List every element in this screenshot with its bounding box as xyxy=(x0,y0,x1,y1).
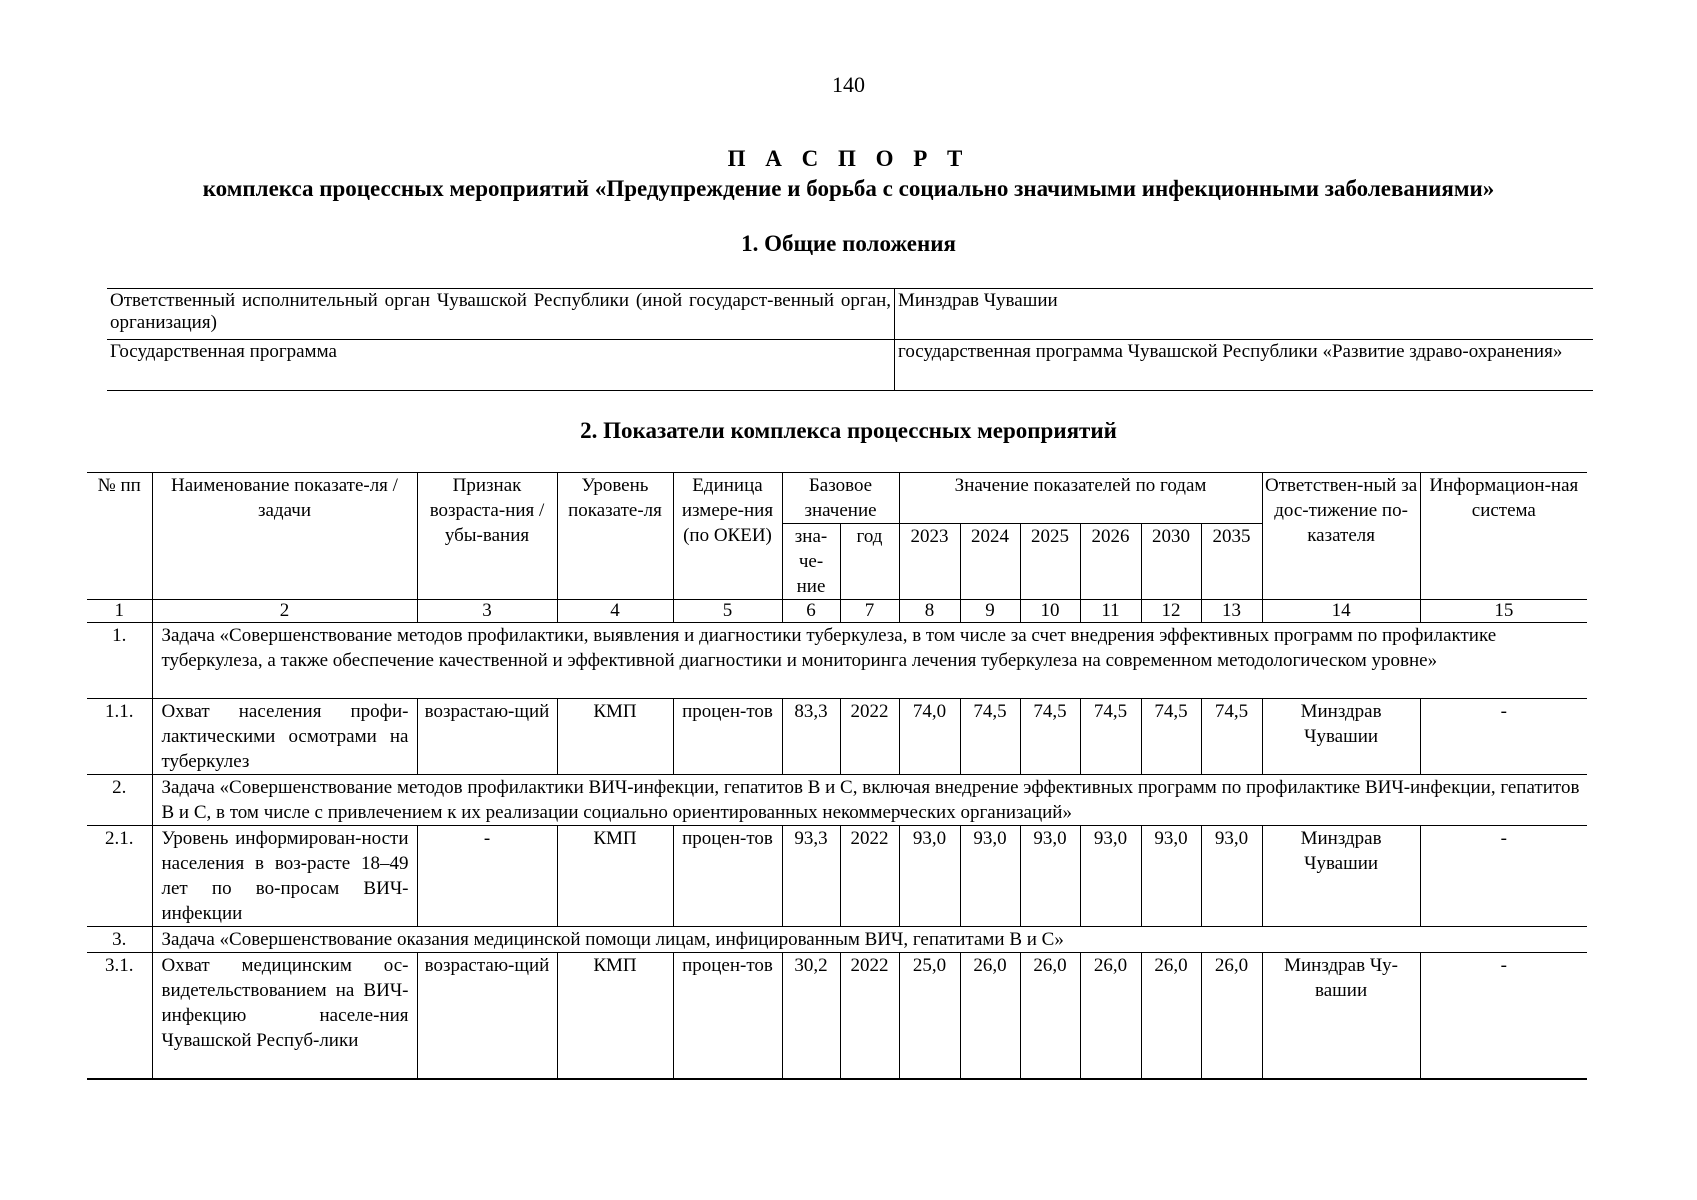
indicator-year-value: 26,0 xyxy=(1141,953,1201,1080)
task-row xyxy=(87,623,1587,699)
indicator-trend: возрастаю-щий xyxy=(417,699,557,775)
header-name: Наименование показате-ля / задачи xyxy=(152,473,417,600)
indicator-row xyxy=(87,699,1587,775)
indicator-unit: процен-тов xyxy=(673,699,782,775)
indicator-year-value: 74,5 xyxy=(1201,699,1262,775)
header-base: Базовое значение xyxy=(782,473,899,524)
header-num: № пп xyxy=(87,473,152,600)
indicator-year-value: 93,0 xyxy=(1141,826,1201,927)
indicator-year-value: 93,0 xyxy=(1201,826,1262,927)
indicator-row xyxy=(87,826,1587,927)
header-year: 2035 xyxy=(1201,524,1262,600)
column-number: 12 xyxy=(1141,600,1201,623)
general-value: государственная программа Чувашской Республики «Развитие здраво-охранения» xyxy=(895,340,1594,391)
indicator-year-value: 74,5 xyxy=(1141,699,1201,775)
indicator-year-value: 93,0 xyxy=(1080,826,1141,927)
header-trend: Признак возраста-ния / убы-вания xyxy=(417,473,557,600)
indicator-base-year: 2022 xyxy=(840,699,899,775)
header-level: Уровень показате-ля xyxy=(557,473,673,600)
indicator-system: - xyxy=(1420,699,1587,775)
indicator-num: 2.1. xyxy=(87,826,152,927)
indicator-num: 1.1. xyxy=(87,699,152,775)
indicator-year-value: 25,0 xyxy=(899,953,960,1080)
table-header-row xyxy=(87,473,1587,524)
indicator-trend: - xyxy=(417,826,557,927)
indicator-year-value: 26,0 xyxy=(1020,953,1080,1080)
task-row xyxy=(87,927,1587,953)
indicators-table xyxy=(87,472,1587,1080)
indicator-responsible: Минздрав Чу-вашии xyxy=(1262,953,1420,1080)
column-number: 14 xyxy=(1262,600,1420,623)
section-1-heading: 1. Общие положения xyxy=(741,231,956,256)
task-num: 1. xyxy=(87,623,152,699)
section-2-heading: 2. Показатели комплекса процессных мероприятий xyxy=(580,418,1117,443)
column-number: 8 xyxy=(899,600,960,623)
header-year: 2030 xyxy=(1141,524,1201,600)
header-years-group: Значение показателей по годам xyxy=(899,473,1262,524)
task-text: Задача «Совершенствование методов профилактики, выявления и диагностики туберкулеза, в том числе за счет внедрения эффективных программ по профилактике туберкулеза, а также обеспечение качественной и эффективной диагностики и мониторинга лечения туберкулеза на современном методологическом уровне» xyxy=(152,623,1587,699)
task-num: 2. xyxy=(87,775,152,826)
document-subtitle: комплекса процессных мероприятий «Предупреждение и борьба с социально значимыми инфекционными заболеваниями» xyxy=(202,176,1495,201)
general-row-program xyxy=(107,340,1593,391)
header-base-value: зна-че-ние xyxy=(782,524,840,600)
indicator-year-value: 74,5 xyxy=(1020,699,1080,775)
document-title: П А С П О Р Т xyxy=(727,146,970,171)
indicator-unit: процен-тов xyxy=(673,826,782,927)
column-number: 9 xyxy=(960,600,1020,623)
header-year: 2026 xyxy=(1080,524,1141,600)
indicator-year-value: 74,0 xyxy=(899,699,960,775)
header-year: 2025 xyxy=(1020,524,1080,600)
indicator-row xyxy=(87,953,1587,1080)
indicator-year-value: 26,0 xyxy=(960,953,1020,1080)
indicator-level: КМП xyxy=(557,826,673,927)
indicator-year-value: 26,0 xyxy=(1201,953,1262,1080)
column-number: 1 xyxy=(87,600,152,623)
task-text: Задача «Совершенствование оказания медицинской помощи лицам, инфицированным ВИЧ, гепатитами B и C» xyxy=(152,927,1587,953)
indicator-responsible: Минздрав Чувашии xyxy=(1262,699,1420,775)
indicator-system: - xyxy=(1420,826,1587,927)
column-number: 4 xyxy=(557,600,673,623)
indicator-unit: процен-тов xyxy=(673,953,782,1080)
header-year: 2024 xyxy=(960,524,1020,600)
header-system: Информацион-ная система xyxy=(1420,473,1587,600)
column-number: 10 xyxy=(1020,600,1080,623)
indicator-base-year: 2022 xyxy=(840,953,899,1080)
task-row xyxy=(87,775,1587,826)
indicator-name: Охват населения профи-лактическими осмотрами на туберкулез xyxy=(152,699,417,775)
page-number: 140 xyxy=(832,72,865,97)
indicator-num: 3.1. xyxy=(87,953,152,1080)
indicator-year-value: 93,0 xyxy=(1020,826,1080,927)
task-text: Задача «Совершенствование методов профилактики ВИЧ-инфекции, гепатитов B и C, включая внедрение эффективных программ по профилактике ВИЧ-инфекции, гепатитов B и C, в том числе с привлечением к их реализации социально ориентированных некоммерческих организаций» xyxy=(152,775,1587,826)
general-label: Государственная программа xyxy=(107,340,895,391)
indicator-base-value: 83,3 xyxy=(782,699,840,775)
column-number: 11 xyxy=(1080,600,1141,623)
column-number: 3 xyxy=(417,600,557,623)
header-responsible: Ответствен-ный за дос-тижение по-казателя xyxy=(1262,473,1420,600)
general-value: Минздрав Чувашии xyxy=(895,289,1594,340)
indicator-name: Уровень информирован-ности населения в воз-расте 18–49 лет по во-просам ВИЧ-инфекции xyxy=(152,826,417,927)
indicator-level: КМП xyxy=(557,699,673,775)
indicator-level: КМП xyxy=(557,953,673,1080)
column-number: 6 xyxy=(782,600,840,623)
indicator-responsible: Минздрав Чувашии xyxy=(1262,826,1420,927)
column-number: 7 xyxy=(840,600,899,623)
general-provisions-table xyxy=(107,288,1593,391)
indicator-name: Охват медицинским ос-видетельствованием на ВИЧ-инфекцию населе-ния Чувашской Респуб-лики xyxy=(152,953,417,1080)
column-number: 13 xyxy=(1201,600,1262,623)
general-label: Ответственный исполнительный орган Чувашской Республики (иной государст-венный орган, организация) xyxy=(107,289,895,340)
indicator-year-value: 93,0 xyxy=(960,826,1020,927)
indicator-system: - xyxy=(1420,953,1587,1080)
indicator-year-value: 74,5 xyxy=(960,699,1020,775)
indicator-base-value: 30,2 xyxy=(782,953,840,1080)
column-number: 2 xyxy=(152,600,417,623)
task-num: 3. xyxy=(87,927,152,953)
header-unit: Единица измере-ния (по ОКЕИ) xyxy=(673,473,782,600)
header-year: 2023 xyxy=(899,524,960,600)
column-number: 15 xyxy=(1420,600,1587,623)
indicator-year-value: 74,5 xyxy=(1080,699,1141,775)
indicator-base-value: 93,3 xyxy=(782,826,840,927)
indicator-base-year: 2022 xyxy=(840,826,899,927)
column-number: 5 xyxy=(673,600,782,623)
column-number-row xyxy=(87,600,1587,623)
general-row-responsible xyxy=(107,289,1593,340)
indicator-trend: возрастаю-щий xyxy=(417,953,557,1080)
indicator-year-value: 93,0 xyxy=(899,826,960,927)
header-base-year: год xyxy=(840,524,899,600)
indicator-year-value: 26,0 xyxy=(1080,953,1141,1080)
